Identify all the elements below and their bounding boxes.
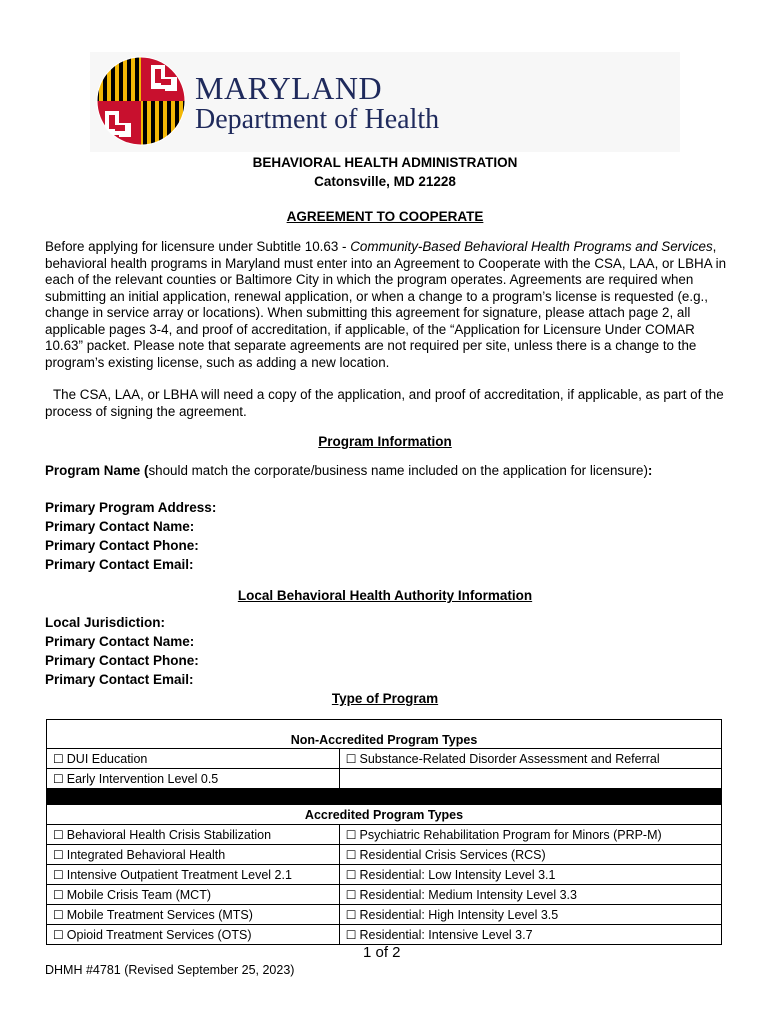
logo-title: MARYLAND bbox=[195, 70, 383, 106]
table-divider-row bbox=[47, 789, 722, 805]
intro-text-part1: Before applying for licensure under Subtitle 10.63 - bbox=[45, 239, 351, 254]
checkbox-option[interactable] bbox=[47, 865, 340, 885]
program-types-table bbox=[46, 719, 722, 945]
program-name-bold: Program Name ( bbox=[45, 463, 149, 478]
program-name-label bbox=[45, 463, 652, 478]
checkbox-icon[interactable]: ☐ bbox=[345, 751, 357, 766]
program-type-heading: Type of Program bbox=[331, 691, 439, 706]
form-id: DHMH #4781 (Revised September 25, 2023) bbox=[45, 963, 295, 977]
checkbox-icon[interactable]: ☐ bbox=[345, 927, 357, 942]
checkbox-option[interactable] bbox=[339, 885, 721, 905]
page-number: 1 of 2 bbox=[363, 944, 401, 961]
checkbox-icon[interactable]: ☐ bbox=[53, 847, 64, 862]
program-contact-name-label: Primary Contact Name: bbox=[45, 519, 195, 534]
option-label: Psychiatric Rehabilitation Program for Minors (PRP-M) bbox=[359, 827, 662, 842]
logo-wordmark bbox=[195, 72, 439, 134]
checkbox-option[interactable] bbox=[339, 825, 721, 845]
checkbox-option[interactable] bbox=[339, 925, 721, 945]
checkbox-option[interactable] bbox=[47, 749, 340, 769]
checkbox-icon[interactable]: ☐ bbox=[53, 751, 64, 766]
logo-subtitle: Department of Health bbox=[195, 104, 440, 135]
checkbox-icon[interactable]: ☐ bbox=[345, 827, 357, 842]
empty-cell bbox=[339, 769, 721, 789]
admin-heading: BEHAVIORAL HEALTH ADMINISTRATION bbox=[252, 155, 518, 170]
lbha-info-heading: Local Behavioral Health Authority Information bbox=[237, 588, 533, 603]
checkbox-option[interactable] bbox=[339, 905, 721, 925]
checkbox-icon[interactable]: ☐ bbox=[53, 927, 64, 942]
checkbox-icon[interactable]: ☐ bbox=[53, 827, 64, 842]
maryland-flag-seal-icon bbox=[95, 55, 187, 147]
accredited-heading: Accredited Program Types bbox=[47, 805, 722, 825]
lbha-contact-email-label: Primary Contact Email: bbox=[45, 672, 194, 687]
divider-cell bbox=[47, 789, 722, 805]
checkbox-icon[interactable]: ☐ bbox=[345, 847, 357, 862]
local-jurisdiction-label: Local Jurisdiction: bbox=[45, 615, 166, 630]
table-row bbox=[47, 825, 722, 845]
program-address-label: Primary Program Address: bbox=[45, 500, 217, 515]
option-label: Residential: Low Intensity Level 3.1 bbox=[359, 867, 556, 882]
intro-paragraph bbox=[45, 239, 730, 371]
option-label: Integrated Behavioral Health bbox=[66, 847, 226, 862]
table-row bbox=[47, 749, 722, 769]
checkbox-icon[interactable]: ☐ bbox=[345, 907, 357, 922]
table-row bbox=[47, 885, 722, 905]
accreditation-note: The CSA, LAA, or LBHA will need a copy of the application, and proof of accreditation, if applicable, as part of the process of signing the agreement. bbox=[45, 387, 724, 419]
option-label: Substance-Related Disorder Assessment and Referral bbox=[359, 751, 660, 766]
option-label: Mobile Treatment Services (MTS) bbox=[66, 907, 253, 922]
option-label: Residential Crisis Services (RCS) bbox=[359, 847, 546, 862]
checkbox-option[interactable] bbox=[339, 865, 721, 885]
table-row bbox=[47, 769, 722, 789]
option-label: Residential: High Intensity Level 3.5 bbox=[359, 907, 559, 922]
location-heading: Catonsville, MD 21228 bbox=[314, 174, 456, 189]
checkbox-icon[interactable]: ☐ bbox=[345, 867, 357, 882]
program-name-colon: : bbox=[647, 463, 653, 478]
checkbox-icon[interactable]: ☐ bbox=[345, 887, 357, 902]
checkbox-option[interactable] bbox=[47, 925, 340, 945]
table-header-row bbox=[47, 720, 722, 749]
checkbox-icon[interactable]: ☐ bbox=[53, 867, 64, 882]
table-row bbox=[47, 845, 722, 865]
option-label: Residential: Intensive Level 3.7 bbox=[359, 927, 533, 942]
program-contact-email-label: Primary Contact Email: bbox=[45, 557, 194, 572]
table-row bbox=[47, 865, 722, 885]
program-name-instruction: should match the corporate/business name included on the application for licensure) bbox=[148, 463, 648, 478]
program-contact-phone-label: Primary Contact Phone: bbox=[45, 538, 199, 553]
table-row bbox=[47, 925, 722, 945]
option-label: Early Intervention Level 0.5 bbox=[66, 771, 219, 786]
option-label: Intensive Outpatient Treatment Level 2.1 bbox=[66, 867, 292, 882]
option-label: DUI Education bbox=[66, 751, 148, 766]
intro-text-part2: , behavioral health programs in Maryland must enter into an Agreement to Cooperate with the CSA, LAA, or LBHA in each of the relevant counties or Baltimore City in which the program operates. Agreements are required when submitting an initial application, renewal application, or when a change to a program’s license is requested (e.g., change in service array or locations). When submitting this agreement for signature, please attach page 2, all applicable pages 3-4, and proof of accreditation, if applicable, of the “Application for Licensure Under COMAR 10.63” packet. Please note that separate agreements are not required per site, unless there is a change to the program’s existing license, such as adding a new location. bbox=[45, 239, 727, 370]
option-label: Behavioral Health Crisis Stabilization bbox=[66, 827, 272, 842]
checkbox-icon[interactable]: ☐ bbox=[53, 907, 64, 922]
checkbox-icon[interactable]: ☐ bbox=[53, 771, 64, 786]
option-label: Mobile Crisis Team (MCT) bbox=[66, 887, 211, 902]
checkbox-option[interactable] bbox=[47, 845, 340, 865]
table-header-row bbox=[47, 805, 722, 825]
checkbox-option[interactable] bbox=[339, 749, 721, 769]
lbha-contact-name-label: Primary Contact Name: bbox=[45, 634, 195, 649]
non-accredited-heading: Non-Accredited Program Types bbox=[47, 720, 722, 749]
checkbox-icon[interactable]: ☐ bbox=[53, 887, 64, 902]
document-title: AGREEMENT TO COOPERATE bbox=[286, 209, 484, 224]
checkbox-option[interactable] bbox=[47, 885, 340, 905]
option-label: Residential: Medium Intensity Level 3.3 bbox=[359, 887, 577, 902]
checkbox-option[interactable] bbox=[47, 825, 340, 845]
checkbox-option[interactable] bbox=[47, 769, 340, 789]
option-label: Opioid Treatment Services (OTS) bbox=[66, 927, 252, 942]
intro-subtitle-reference: Community-Based Behavioral Health Programs and Services bbox=[350, 239, 713, 254]
table-row bbox=[47, 905, 722, 925]
checkbox-option[interactable] bbox=[47, 905, 340, 925]
program-info-heading: Program Information bbox=[318, 434, 452, 449]
checkbox-option[interactable] bbox=[339, 845, 721, 865]
lbha-contact-phone-label: Primary Contact Phone: bbox=[45, 653, 199, 668]
